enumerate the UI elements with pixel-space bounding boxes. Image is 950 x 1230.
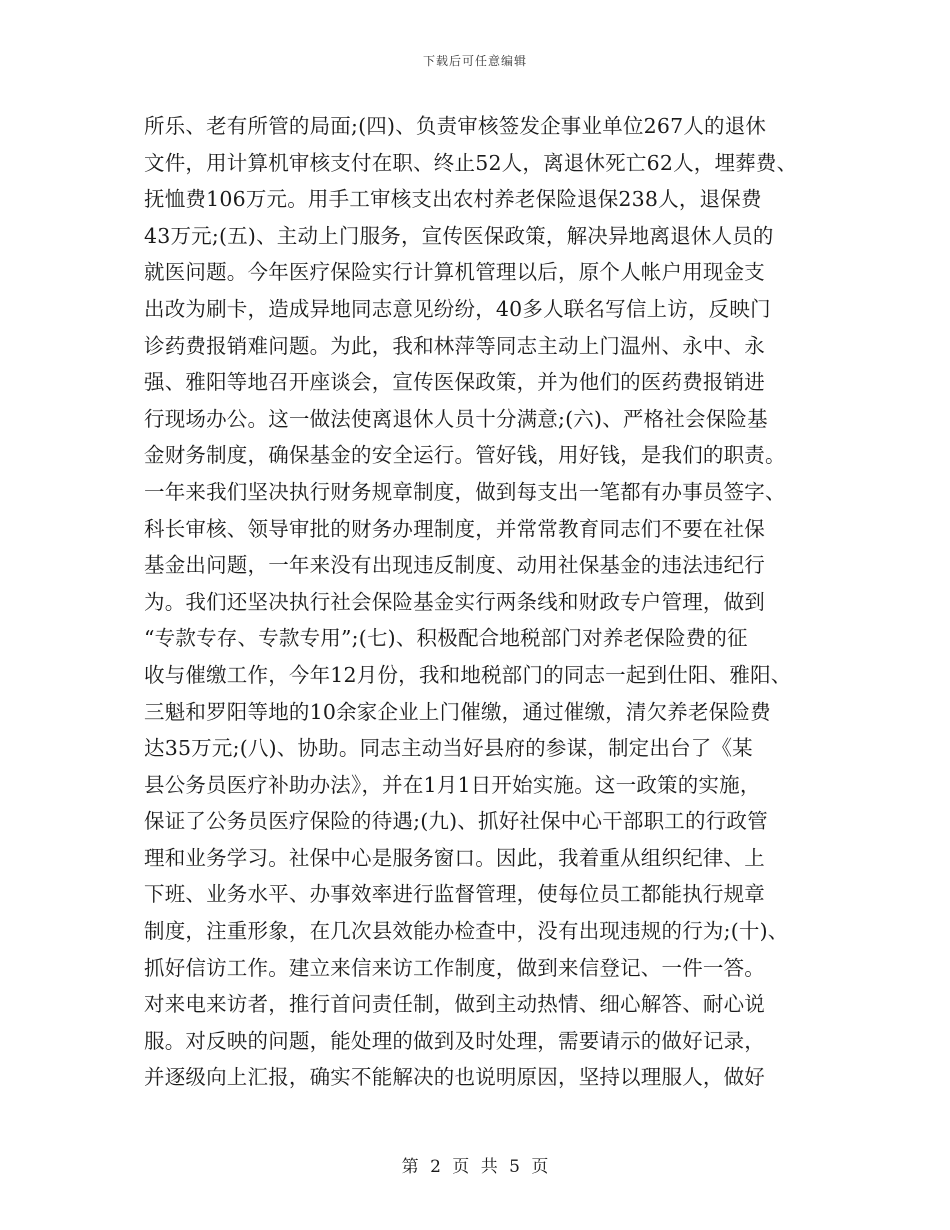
body-line: 达35万元;(八)、协助。同志主动当好县府的参谋，制定出台了《某 bbox=[144, 736, 753, 761]
body-line: 三魁和罗阳等地的10余家企业上门催缴，通过催缴，清欠养老保险费 bbox=[144, 699, 771, 724]
body-line: 一年来我们坚决执行财务规章制度，做到每支出一笔都有办事员签字、 bbox=[144, 479, 786, 504]
body-line: 理和业务学习。社保中心是服务窗口。因此，我着重从组织纪律、上 bbox=[144, 845, 765, 870]
body-line: 制度，注重形象，在几次县效能办检查中，没有出现违规的行为;(十)、 bbox=[144, 919, 789, 944]
body-line: 对来电来访者，推行首问责任制，做到主动热情、细心解答、耐心说 bbox=[144, 992, 765, 1017]
page-number-footer: 第 2 页 共 5 页 bbox=[401, 1157, 549, 1177]
body-line: 就医问题。今年医疗保险实行计算机管理以后，原个人帐户用现金支 bbox=[144, 260, 765, 285]
document-body bbox=[144, 108, 824, 1096]
body-line: 县公务员医疗补助办法》，并在1月1日开始实施。这一政策的实施， bbox=[144, 772, 761, 797]
body-line: 文件，用计算机审核支付在职、终止52人，离退休死亡62人，埋葬费、 bbox=[144, 150, 798, 175]
body-line: 抓好信访工作。建立来信来访工作制度，做到来信登记、一件一答。 bbox=[144, 955, 765, 980]
body-line: 基金出问题，一年来没有出现违反制度、动用社保基金的违法违纪行 bbox=[144, 553, 765, 578]
body-line: 金财务制度，确保基金的安全运行。管好钱，用好钱，是我们的职责。 bbox=[144, 443, 786, 468]
body-line: 科长审核、领导审批的财务办理制度，并常常教育同志们不要在社保 bbox=[144, 516, 765, 541]
body-line: 下班、业务水平、办事效率进行监督管理，使每位员工都能执行规章 bbox=[144, 882, 765, 907]
body-line: 43万元;(五)、主动上门服务，宣传医保政策，解决异地离退休人员的 bbox=[144, 223, 774, 248]
page-header: 下载后可任意编辑 bbox=[422, 54, 527, 68]
body-line: 诊药费报销难问题。为此，我和林萍等同志主动上门温州、永中、永 bbox=[144, 333, 765, 358]
body-line: 保证了公务员医疗保险的待遇;(九)、抓好社保中心干部职工的行政管 bbox=[144, 809, 768, 834]
body-line: 抚恤费106万元。用手工审核支出农村养老保险退保238人，退保费 bbox=[144, 187, 762, 212]
body-line: 出改为刷卡，造成异地同志意见纷纷，40多人联名写信上访，反映门 bbox=[144, 296, 771, 321]
body-line: 强、雅阳等地召开座谈会，宣传医保政策，并为他们的医药费报销进 bbox=[144, 370, 765, 395]
body-line: 为。我们还坚决执行社会保险基金实行两条线和财政专户管理，做到 bbox=[144, 589, 765, 614]
body-line: 服。对反映的问题，能处理的做到及时处理，需要请示的做好记录， bbox=[144, 1028, 765, 1053]
body-line: “专款专存、专款专用”;(七)、积极配合地税部门对养老保险费的征 bbox=[144, 626, 748, 651]
body-line: 所乐、老有所管的局面;(四)、负责审核签发企事业单位267人的退休 bbox=[144, 114, 767, 138]
body-line: 并逐级向上汇报，确实不能解决的也说明原因，坚持以理服人，做好 bbox=[144, 1065, 765, 1090]
body-line: 收与催缴工作，今年12月份，我和地税部门的同志一起到仕阳、雅阳、 bbox=[144, 662, 792, 687]
body-line: 行现场办公。这一做法使离退休人员十分满意;(六)、严格社会保险基 bbox=[144, 406, 768, 431]
